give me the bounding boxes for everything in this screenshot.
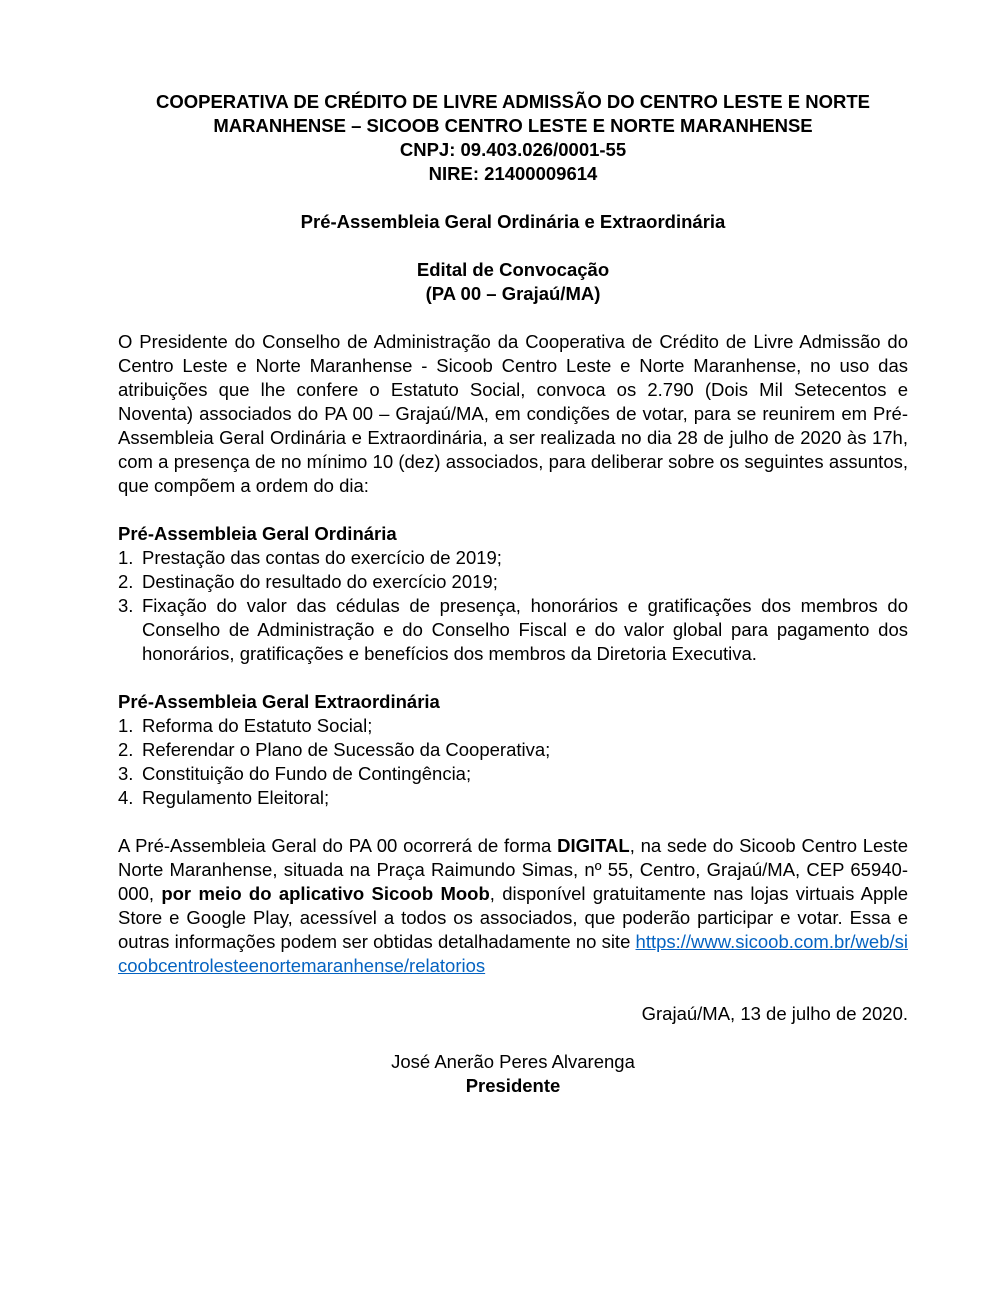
signer-name: José Anerão Peres Alvarenga: [391, 1051, 635, 1072]
item-number: 2.: [118, 571, 134, 592]
item-text: Constituição do Fundo de Contingência;: [142, 763, 472, 784]
item-number: 3.: [118, 595, 134, 616]
sicoob-relatorios-link[interactable]: https://www.sicoob.com.br/web/sicoobcentrolesteenortemaranhense/relatorios: [118, 931, 908, 976]
list-item: [118, 594, 908, 666]
list-item: [118, 786, 908, 810]
closing-text-segment: , na sede do Sicoob Centro Leste Norte Maranhense, situada na Praça Raimundo Simas, nº 55, Centro, Grajaú/MA, CEP 65940-000,: [118, 835, 908, 904]
signature-block: [118, 1050, 908, 1098]
intro-paragraph: O Presidente do Conselho de Administração da Cooperativa de Crédito de Livre Admissão do Centro Leste e Norte Maranhense - Sicoob Centro Leste e Norte Maranhense, no uso das atribuições que lhe confere o Estatuto Social, convoca os 2.790 (Dois Mil Setecentos e Noventa) associados do PA 00 – Grajaú/MA, em condições de votar, para se reunirem em Pré-Assembleia Geral Ordinária e Extraordinária, a ser realizada no dia 28 de julho de 2020 às 17h, com a presença de no mínimo 10 (dez) associados, para deliberar sobre os seguintes assuntos, que compõem a ordem do dia:: [118, 331, 908, 496]
extraordinary-section: [118, 690, 908, 810]
pa-location: (PA 00 – Grajaú/MA): [425, 283, 601, 304]
org-name: COOPERATIVA DE CRÉDITO DE LIVRE ADMISSÃO DO CENTRO LESTE E NORTE MARANHENSE – SICOOB CENTRO LESTE E NORTE MARANHENSE: [155, 91, 871, 136]
extraordinary-section-heading: Pré-Assembleia Geral Extraordinária: [118, 691, 440, 712]
list-item: [118, 762, 908, 786]
item-text: Prestação das contas do exercício de 2019;: [142, 547, 502, 568]
document-header: [118, 90, 908, 186]
item-text: Fixação do valor das cédulas de presença, honorários e gratificações dos membros do Conselho de Administração e do Conselho Fiscal e do valor global para pagamento dos honorários, gratificações e benefícios dos membros da Diretoria Executiva.: [142, 595, 908, 664]
edital-subtitle: [118, 258, 908, 306]
item-text: Reforma do Estatuto Social;: [142, 715, 373, 736]
list-item: [118, 570, 908, 594]
closing-text-digital: DIGITAL: [557, 835, 630, 856]
item-text: Referendar o Plano de Sucessão da Cooperativa;: [142, 739, 551, 760]
list-item: [118, 546, 908, 570]
meeting-title: Pré-Assembleia Geral Ordinária e Extraordinária: [300, 211, 726, 232]
item-text: Regulamento Eleitoral;: [142, 787, 330, 808]
cnpj-line: CNPJ: 09.403.026/0001-55: [399, 139, 627, 160]
item-text: Destinação do resultado do exercício 2019;: [142, 571, 498, 592]
list-item: [118, 738, 908, 762]
extraordinary-agenda-list: [118, 714, 908, 810]
item-number: 1.: [118, 715, 134, 736]
ordinary-section-heading: Pré-Assembleia Geral Ordinária: [118, 523, 397, 544]
signer-role: Presidente: [465, 1075, 561, 1096]
item-number: 1.: [118, 547, 134, 568]
closing-text-app: por meio do aplicativo Sicoob Moob: [161, 883, 490, 904]
item-number: 3.: [118, 763, 134, 784]
item-number: 2.: [118, 739, 134, 760]
nire-line: NIRE: 21400009614: [428, 163, 598, 184]
date-line: Grajaú/MA, 13 de julho de 2020.: [641, 1003, 908, 1024]
edital-title: Edital de Convocação: [416, 259, 610, 280]
ordinary-section: [118, 522, 908, 666]
closing-text-segment: , disponível gratuitamente nas lojas virtuais Apple Store e Google Play, acessível a todos os associados, que poderão participar e votar. Essa e outras informações podem ser obtidas detalhadamente no site: [118, 883, 908, 952]
closing-paragraph: [118, 834, 908, 978]
item-number: 4.: [118, 787, 134, 808]
closing-text-segment: A Pré-Assembleia Geral do PA 00 ocorrerá de forma: [118, 835, 558, 856]
list-item: [118, 714, 908, 738]
ordinary-agenda-list: [118, 546, 908, 666]
